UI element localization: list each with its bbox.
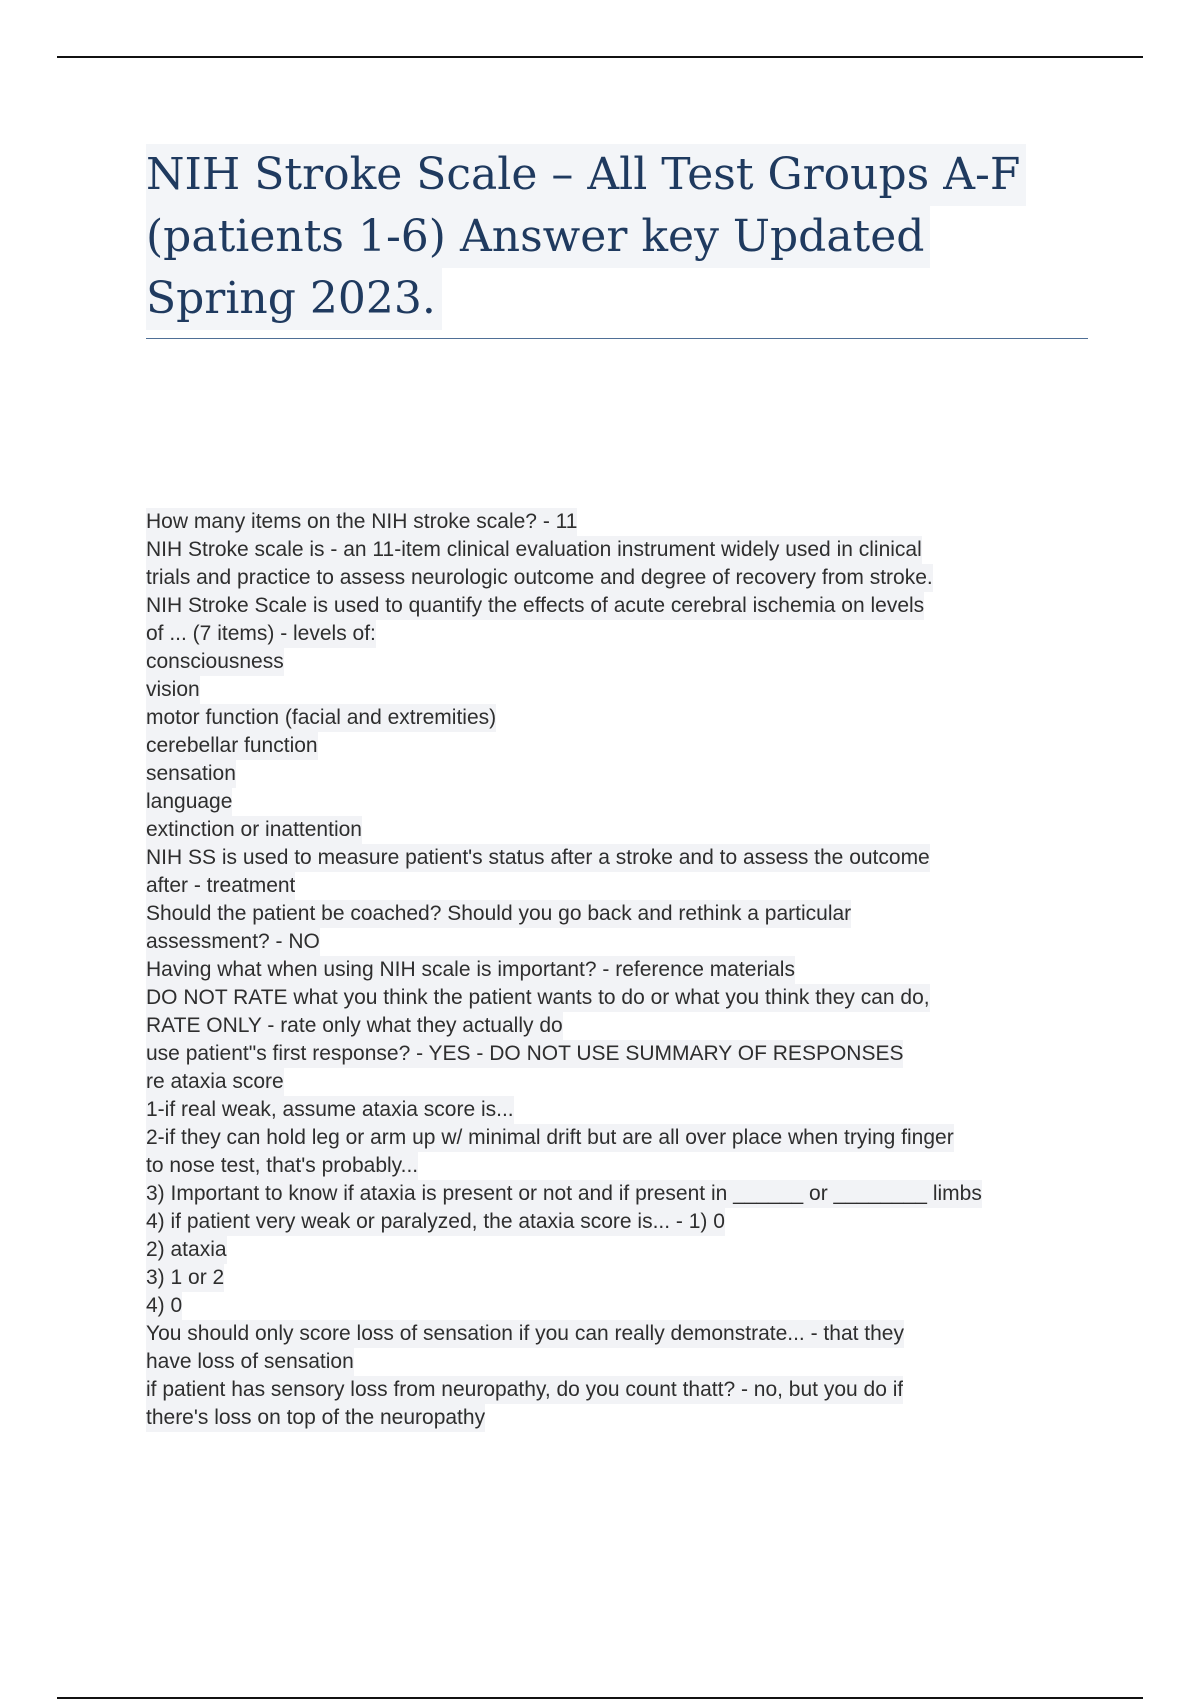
body-line: RATE ONLY - rate only what they actually do bbox=[146, 1012, 563, 1040]
body-line: after - treatment bbox=[146, 872, 295, 900]
body-line: 1-if real weak, assume ataxia score is... bbox=[146, 1096, 514, 1124]
body-line: You should only score loss of sensation if you can really demonstrate... - that they bbox=[146, 1320, 904, 1348]
body-line: have loss of sensation bbox=[146, 1348, 354, 1376]
body-line: 2) ataxia bbox=[146, 1236, 227, 1264]
body-line: 2-if they can hold leg or arm up w/ minimal drift but are all over place when trying finger bbox=[146, 1124, 954, 1152]
body-line: if patient has sensory loss from neuropathy, do you count thatt? - no, but you do if bbox=[146, 1376, 903, 1404]
body-line: use patient"s first response? - YES - DO NOT USE SUMMARY OF RESPONSES bbox=[146, 1040, 903, 1068]
page-top-rule bbox=[57, 56, 1143, 58]
page-bottom-rule bbox=[57, 1697, 1143, 1699]
title-underline bbox=[146, 338, 1088, 339]
document-body bbox=[146, 508, 1096, 1432]
body-line: Should the patient be coached? Should you go back and rethink a particular bbox=[146, 900, 851, 928]
body-line: re ataxia score bbox=[146, 1068, 284, 1096]
body-line: consciousness bbox=[146, 648, 284, 676]
body-line: NIH Stroke Scale is used to quantify the effects of acute cerebral ischemia on levels bbox=[146, 592, 924, 620]
body-line: 4) if patient very weak or paralyzed, the ataxia score is... - 1) 0 bbox=[146, 1208, 725, 1236]
title-line: (patients 1-6) Answer key Updated bbox=[146, 206, 930, 268]
body-line: cerebellar function bbox=[146, 732, 318, 760]
body-line: 3) Important to know if ataxia is present or not and if present in ______ or ________ limbs bbox=[146, 1180, 982, 1208]
body-line: trials and practice to assess neurologic outcome and degree of recovery from stroke. bbox=[146, 564, 933, 592]
body-line: motor function (facial and extremities) bbox=[146, 704, 496, 732]
body-line: assessment? - NO bbox=[146, 928, 320, 956]
body-line: extinction or inattention bbox=[146, 816, 362, 844]
title-line: Spring 2023. bbox=[146, 268, 442, 330]
body-line: to nose test, that's probably... bbox=[146, 1152, 418, 1180]
body-line: vision bbox=[146, 676, 200, 704]
title-line: NIH Stroke Scale – All Test Groups A-F bbox=[146, 144, 1026, 206]
body-line: language bbox=[146, 788, 232, 816]
body-line: 3) 1 or 2 bbox=[146, 1264, 224, 1292]
body-line: NIH Stroke scale is - an 11-item clinical evaluation instrument widely used in clinical bbox=[146, 536, 922, 564]
document-title bbox=[146, 144, 1086, 330]
body-line: 4) 0 bbox=[146, 1292, 182, 1320]
body-line: How many items on the NIH stroke scale? - 11 bbox=[146, 508, 577, 536]
body-line: NIH SS is used to measure patient's status after a stroke and to assess the outcome bbox=[146, 844, 930, 872]
body-line: Having what when using NIH scale is important? - reference materials bbox=[146, 956, 795, 984]
body-line: of ... (7 items) - levels of: bbox=[146, 620, 376, 648]
body-line: DO NOT RATE what you think the patient wants to do or what you think they can do, bbox=[146, 984, 930, 1012]
body-line: there's loss on top of the neuropathy bbox=[146, 1404, 485, 1432]
body-line: sensation bbox=[146, 760, 236, 788]
